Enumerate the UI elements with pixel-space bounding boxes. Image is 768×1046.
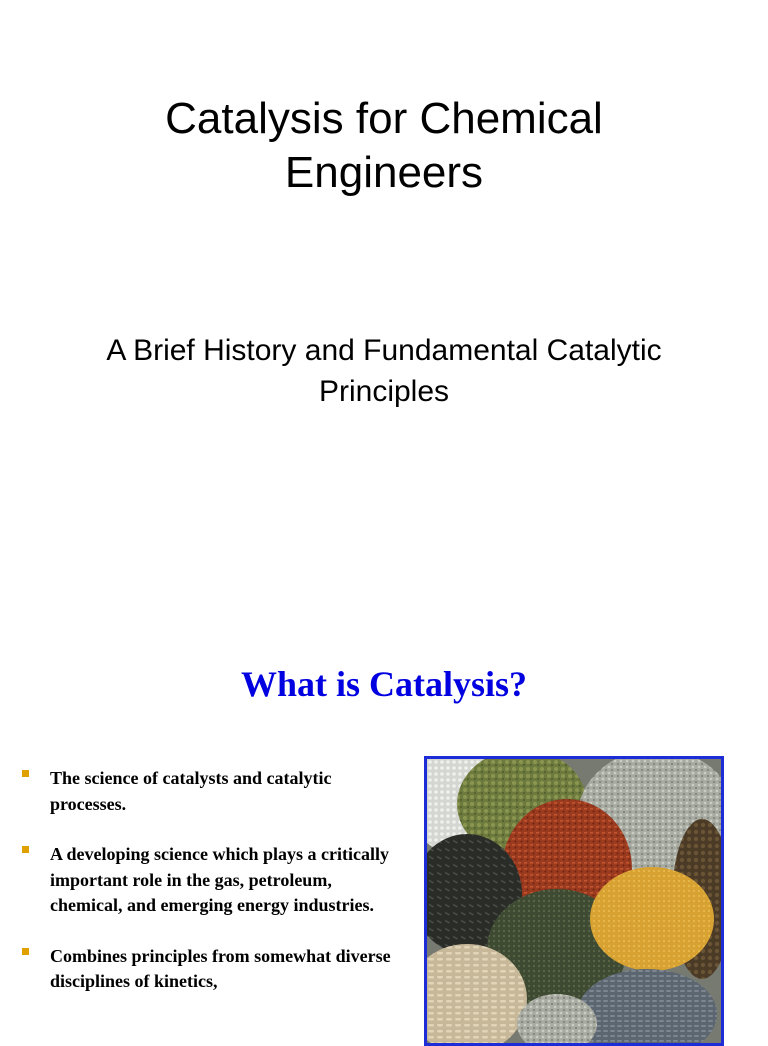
bullet-item <box>22 842 402 919</box>
catalyst-samples-photo <box>424 756 724 1046</box>
presentation-title: Catalysis for Chemical Engineers <box>165 94 603 197</box>
bullet-text: A developing science which plays a critically important role in the gas, petroleum, chemical, and emerging energy industries. <box>50 844 389 915</box>
presentation-subtitle: A Brief History and Fundamental Catalytic Principles <box>106 334 662 408</box>
bullet-item <box>22 944 402 995</box>
bullet-text: The science of catalysts and catalytic processes. <box>50 768 332 814</box>
slide-heading: What is Catalysis? <box>240 664 528 704</box>
bullet-item <box>22 766 402 817</box>
square-bullet-icon <box>22 846 29 853</box>
square-bullet-icon <box>22 770 29 777</box>
bullet-text: Combines principles from somewhat diverse disciplines of kinetics, <box>50 945 391 991</box>
square-bullet-icon <box>22 948 29 955</box>
slide-what-is-catalysis <box>0 640 768 1024</box>
catalyst-pellets-image <box>427 759 721 1043</box>
bullet-list <box>22 766 402 1020</box>
